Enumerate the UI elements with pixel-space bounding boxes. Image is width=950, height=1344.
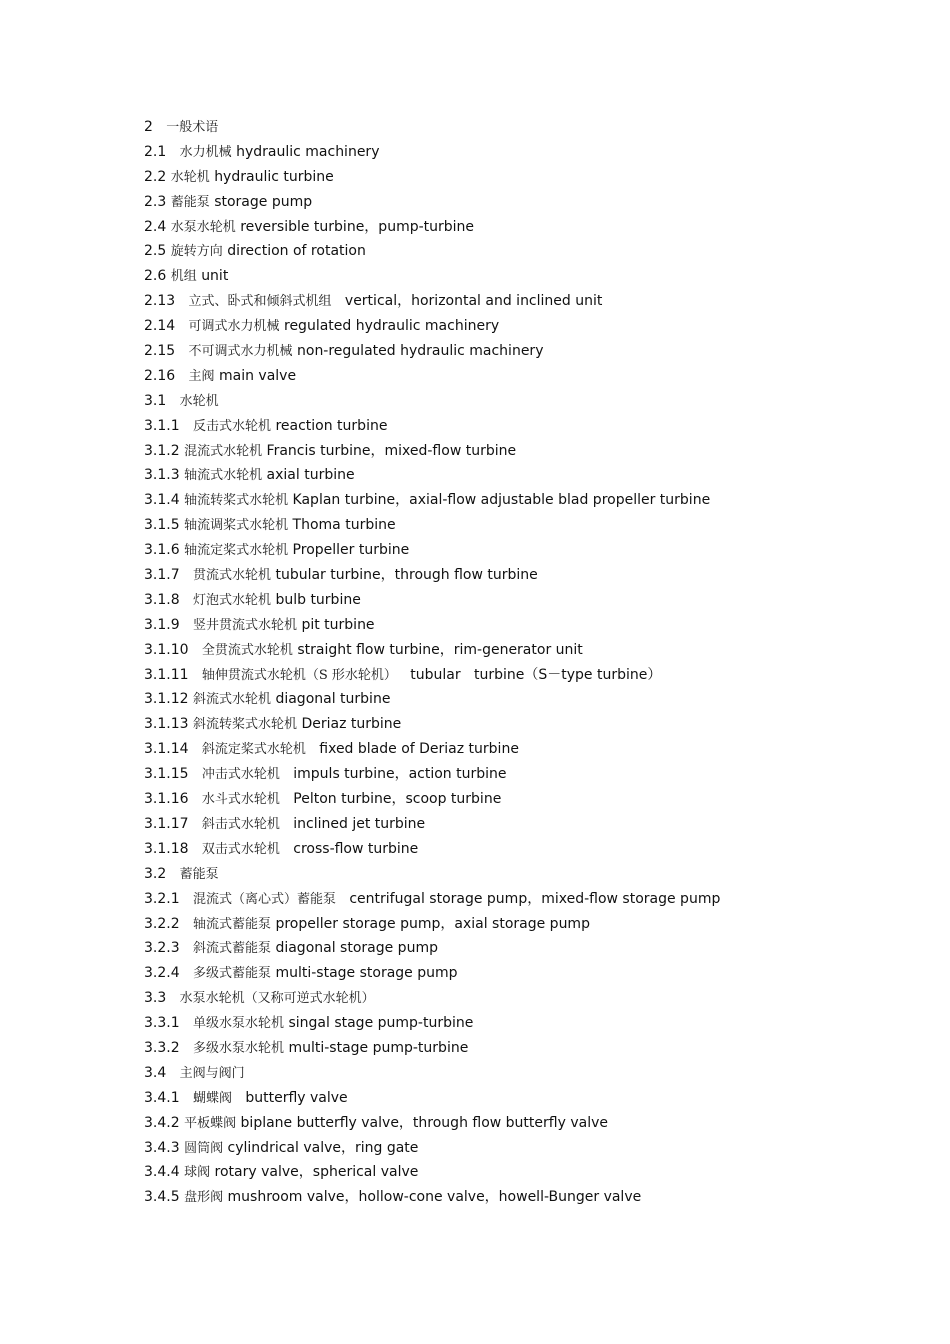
term-line bbox=[144, 389, 904, 414]
term-chinese: 水斗式水轮机 bbox=[201, 792, 280, 808]
term-line bbox=[144, 613, 904, 638]
term-chinese: 蓄能泵 bbox=[170, 194, 210, 210]
term-english: unit bbox=[201, 268, 229, 285]
term-line bbox=[144, 264, 904, 289]
term-number: 2 bbox=[144, 119, 153, 135]
term-english: impuls turbine，action turbine bbox=[293, 766, 507, 783]
term-number: 3.1.11 bbox=[144, 666, 189, 683]
term-number: 2.6 bbox=[144, 268, 167, 285]
term-chinese: 水力机械 bbox=[179, 144, 232, 160]
term-chinese: 斜流转桨式水轮机 bbox=[192, 717, 297, 733]
term-chinese: 平板蝶阀 bbox=[184, 1115, 237, 1131]
term-number: 3.1.1 bbox=[144, 417, 180, 434]
term-english: reversible turbine，pump-turbine bbox=[240, 218, 475, 235]
term-line bbox=[144, 1061, 904, 1086]
term-number: 3.1.18 bbox=[144, 840, 189, 857]
term-line bbox=[144, 837, 904, 862]
term-chinese: 轴伸贯流式水轮机（S 形水轮机） bbox=[201, 667, 397, 683]
term-chinese: 斜击式水轮机 bbox=[201, 816, 280, 832]
term-chinese: 轴流式蓄能泵 bbox=[192, 916, 271, 932]
term-english: Kaplan turbine，axial-flow adjustable blad propeller turbine bbox=[292, 492, 711, 509]
term-chinese: 斜流式水轮机 bbox=[192, 692, 271, 708]
term-chinese: 单级水泵水轮机 bbox=[192, 1016, 284, 1032]
term-line bbox=[144, 339, 904, 364]
term-line bbox=[144, 165, 904, 190]
term-number: 2.1 bbox=[144, 143, 167, 160]
term-line bbox=[144, 961, 904, 986]
term-english: centrifugal storage pump，mixed-flow storage pump bbox=[349, 890, 721, 907]
term-chinese: 双击式水轮机 bbox=[201, 841, 280, 857]
term-chinese: 蓄能泵 bbox=[179, 866, 219, 882]
term-line bbox=[144, 140, 904, 165]
term-line bbox=[144, 638, 904, 663]
term-number: 3.2.4 bbox=[144, 965, 180, 982]
term-english: rotary valve，spherical valve bbox=[214, 1164, 419, 1181]
term-number: 2.15 bbox=[144, 343, 176, 360]
term-number: 3.2.1 bbox=[144, 890, 180, 907]
term-english: Propeller turbine bbox=[292, 542, 410, 559]
term-english: cylindrical valve，ring gate bbox=[227, 1139, 419, 1156]
term-number: 3.4.2 bbox=[144, 1114, 180, 1131]
term-line bbox=[144, 190, 904, 215]
term-chinese: 轴流定桨式水轮机 bbox=[184, 543, 289, 559]
term-chinese: 盘形阀 bbox=[184, 1190, 224, 1206]
term-number: 3.1.5 bbox=[144, 517, 180, 534]
term-chinese: 冲击式水轮机 bbox=[201, 767, 280, 783]
term-number: 3.1.7 bbox=[144, 567, 180, 584]
term-chinese: 轴流转桨式水轮机 bbox=[184, 493, 289, 509]
term-number: 3.1.10 bbox=[144, 641, 189, 658]
term-english: Deriaz turbine bbox=[301, 716, 402, 733]
term-english: axial turbine bbox=[266, 467, 355, 484]
term-english: cross-flow turbine bbox=[293, 840, 419, 857]
term-chinese: 灯泡式水轮机 bbox=[192, 592, 271, 608]
term-line bbox=[144, 1185, 904, 1210]
term-chinese: 可调式水力机械 bbox=[188, 319, 280, 335]
term-number: 3.4.3 bbox=[144, 1139, 180, 1156]
term-chinese: 竖井贯流式水轮机 bbox=[192, 617, 297, 633]
term-line bbox=[144, 563, 904, 588]
term-chinese: 旋转方向 bbox=[170, 244, 223, 260]
term-line bbox=[144, 687, 904, 712]
term-number: 3.1.2 bbox=[144, 442, 180, 459]
term-english: non-regulated hydraulic machinery bbox=[297, 343, 544, 360]
term-line bbox=[144, 239, 904, 264]
term-number: 3.1.15 bbox=[144, 766, 189, 783]
term-chinese: 反击式水轮机 bbox=[192, 418, 271, 434]
term-line bbox=[144, 289, 904, 314]
term-english: tubular turbine（S－type turbine） bbox=[410, 666, 662, 683]
term-line bbox=[144, 1160, 904, 1185]
term-line bbox=[144, 215, 904, 240]
term-chinese: 水泵水轮机 bbox=[170, 219, 236, 235]
term-number: 2.3 bbox=[144, 193, 167, 210]
term-english: straight flow turbine，rim-generator unit bbox=[297, 641, 583, 658]
term-chinese: 立式、卧式和倾斜式机组 bbox=[188, 294, 332, 310]
term-english: fixed blade of Deriaz turbine bbox=[319, 741, 519, 758]
term-number: 2.13 bbox=[144, 293, 176, 310]
term-english: butterfly valve bbox=[245, 1089, 348, 1106]
term-line bbox=[144, 787, 904, 812]
term-line bbox=[144, 912, 904, 937]
term-line bbox=[144, 488, 904, 513]
term-line bbox=[144, 414, 904, 439]
term-chinese: 全贯流式水轮机 bbox=[201, 642, 293, 658]
term-english: multi-stage storage pump bbox=[275, 965, 458, 982]
term-chinese: 主阀与阀门 bbox=[179, 1065, 245, 1081]
term-english: direction of rotation bbox=[227, 243, 366, 260]
term-chinese: 蝴蝶阀 bbox=[192, 1090, 232, 1106]
term-number: 2.5 bbox=[144, 243, 167, 260]
term-line bbox=[144, 762, 904, 787]
term-chinese: 混流式（离心式）蓄能泵 bbox=[192, 891, 336, 907]
term-english: tubular turbine，through flow turbine bbox=[275, 567, 538, 584]
term-number: 3.3.1 bbox=[144, 1015, 180, 1032]
term-chinese: 贯流式水轮机 bbox=[192, 568, 271, 584]
term-number: 3.1.6 bbox=[144, 542, 180, 559]
term-english: inclined jet turbine bbox=[293, 815, 426, 832]
term-chinese: 球阀 bbox=[184, 1165, 211, 1181]
term-list bbox=[144, 115, 904, 1210]
term-number: 3.1.14 bbox=[144, 741, 189, 758]
term-number: 3.1.12 bbox=[144, 691, 189, 708]
term-number: 3.2.3 bbox=[144, 940, 180, 957]
term-line bbox=[144, 314, 904, 339]
term-chinese: 一般术语 bbox=[166, 120, 219, 135]
term-english: hydraulic machinery bbox=[236, 143, 380, 160]
term-number: 2.14 bbox=[144, 318, 176, 335]
term-chinese: 圆筒阀 bbox=[184, 1140, 224, 1156]
term-number: 3.2.2 bbox=[144, 915, 180, 932]
term-number: 3.1.17 bbox=[144, 815, 189, 832]
term-english: regulated hydraulic machinery bbox=[284, 318, 500, 335]
term-chinese: 斜流定桨式水轮机 bbox=[201, 742, 306, 758]
term-number: 3.1.16 bbox=[144, 791, 189, 808]
term-number: 2.2 bbox=[144, 168, 167, 185]
term-number: 3.1.4 bbox=[144, 492, 180, 509]
term-number: 2.16 bbox=[144, 367, 176, 384]
term-line bbox=[144, 812, 904, 837]
term-chinese: 水轮机 bbox=[170, 169, 210, 185]
term-line bbox=[144, 663, 904, 688]
term-line bbox=[144, 1011, 904, 1036]
term-line bbox=[144, 364, 904, 389]
term-line bbox=[144, 1086, 904, 1111]
term-line bbox=[144, 986, 904, 1011]
term-number: 3.1 bbox=[144, 392, 167, 409]
term-line bbox=[144, 862, 904, 887]
term-english: diagonal storage pump bbox=[275, 940, 438, 957]
term-english: diagonal turbine bbox=[275, 691, 391, 708]
term-chinese: 斜流式蓄能泵 bbox=[192, 941, 271, 957]
term-english: mushroom valve，hollow-cone valve，howell-Bunger valve bbox=[227, 1189, 642, 1206]
term-line bbox=[144, 538, 904, 563]
term-chinese: 水轮机 bbox=[179, 393, 219, 409]
term-number: 2.4 bbox=[144, 218, 167, 235]
term-number: 3.1.8 bbox=[144, 591, 180, 608]
term-chinese: 机组 bbox=[170, 269, 197, 285]
term-chinese: 主阀 bbox=[188, 368, 215, 384]
term-chinese: 轴流式水轮机 bbox=[184, 468, 263, 484]
glossary-page bbox=[144, 115, 904, 1210]
term-number: 3.4.1 bbox=[144, 1089, 180, 1106]
term-english: multi-stage pump-turbine bbox=[288, 1039, 469, 1056]
term-chinese: 多级水泵水轮机 bbox=[192, 1040, 284, 1056]
term-chinese: 水泵水轮机（又称可逆式水轮机） bbox=[179, 991, 375, 1007]
term-english: biplane butterfly valve，through flow butterfly valve bbox=[240, 1114, 608, 1131]
term-chinese: 轴流调桨式水轮机 bbox=[184, 518, 289, 534]
term-number: 3.4.4 bbox=[144, 1164, 180, 1181]
term-line bbox=[144, 463, 904, 488]
term-english: Thoma turbine bbox=[292, 517, 396, 534]
term-line bbox=[144, 1036, 904, 1061]
term-english: Pelton turbine，scoop turbine bbox=[293, 791, 502, 808]
term-line bbox=[144, 513, 904, 538]
term-english: storage pump bbox=[214, 193, 313, 210]
term-number: 3.1.13 bbox=[144, 716, 189, 733]
term-number: 3.3 bbox=[144, 990, 167, 1007]
term-number: 3.1.9 bbox=[144, 616, 180, 633]
term-line bbox=[144, 936, 904, 961]
term-line bbox=[144, 887, 904, 912]
term-english: hydraulic turbine bbox=[214, 168, 334, 185]
term-english: Francis turbine，mixed-flow turbine bbox=[266, 442, 517, 459]
term-number: 3.1.3 bbox=[144, 467, 180, 484]
term-number: 3.4.5 bbox=[144, 1189, 180, 1206]
term-english: reaction turbine bbox=[275, 417, 388, 434]
term-english: bulb turbine bbox=[275, 591, 361, 608]
term-line bbox=[144, 737, 904, 762]
term-english: main valve bbox=[219, 367, 297, 384]
term-line bbox=[144, 115, 904, 140]
term-english: propeller storage pump，axial storage pump bbox=[275, 915, 590, 932]
term-english: pit turbine bbox=[301, 616, 375, 633]
term-line bbox=[144, 588, 904, 613]
term-line bbox=[144, 439, 904, 464]
term-number: 3.2 bbox=[144, 865, 167, 882]
term-chinese: 混流式水轮机 bbox=[184, 443, 263, 459]
term-number: 3.3.2 bbox=[144, 1039, 180, 1056]
term-english: vertical，horizontal and inclined unit bbox=[344, 293, 603, 310]
term-chinese: 多级式蓄能泵 bbox=[192, 966, 271, 982]
term-line bbox=[144, 1111, 904, 1136]
term-english: singal stage pump-turbine bbox=[288, 1015, 474, 1032]
term-line bbox=[144, 712, 904, 737]
term-number: 3.4 bbox=[144, 1064, 167, 1081]
term-chinese: 不可调式水力机械 bbox=[188, 344, 293, 360]
term-line bbox=[144, 1136, 904, 1161]
